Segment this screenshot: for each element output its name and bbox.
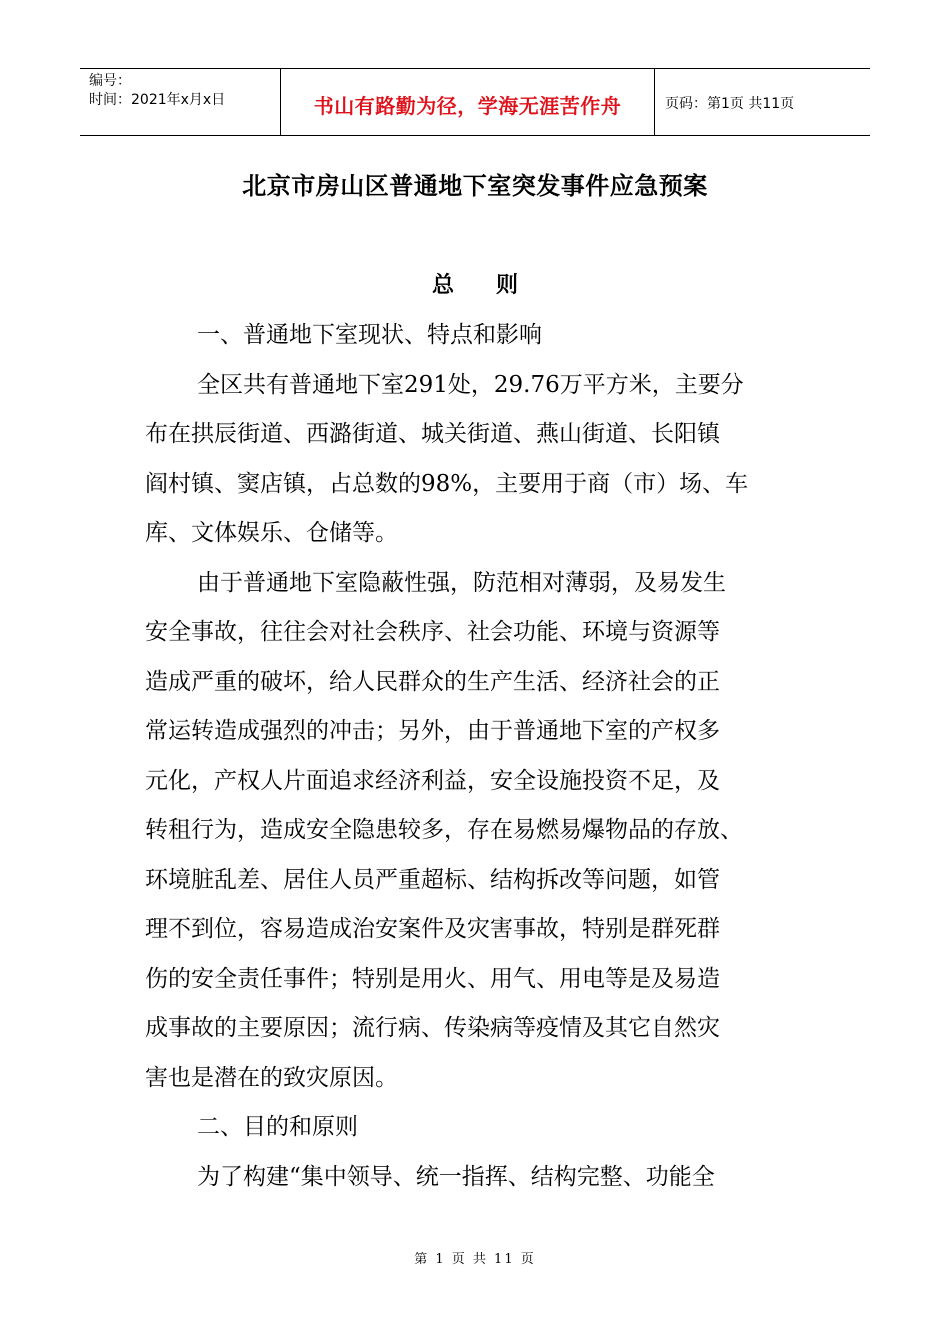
document-number-label: 编号： <box>89 73 131 89</box>
paragraph-line: 伤的安全责任事件；特别是用火、用气、用电等是及易造 <box>145 965 720 992</box>
page-footer: 第 1 页 共 11 页 <box>414 1252 536 1267</box>
document-body <box>145 311 825 1202</box>
section2-heading: 二、目的和原则 <box>197 1114 358 1140</box>
paragraph-line: 安全事故，往往会对社会秩序、社会功能、环境与资源等 <box>145 619 720 645</box>
paragraph-line: 理不到位，容易造成治安案件及灾害事故，特别是群死群 <box>145 916 720 942</box>
paragraph-line: 布在拱辰街道、西潞街道、城关街道、燕山街道、长阳镇 <box>145 421 720 447</box>
paragraph-line: 由于普通地下室隐蔽性强，防范相对薄弱，及易发生 <box>197 569 726 596</box>
paragraph-line: 元化，产权人片面追求经济利益，安全设施投资不足，及 <box>145 767 720 794</box>
document-title: 北京市房山区普通地下室突发事件应急预案 <box>242 172 708 200</box>
paragraph-line: 成事故的主要原因；流行病、传染病等疫情及其它自然灾 <box>145 1015 720 1041</box>
header-table <box>80 68 870 136</box>
document-time-label: 时间：2021年x月x日 <box>89 92 226 108</box>
paragraph-line: 为了构建“集中领导、统一指挥、结构完整、功能全 <box>197 1163 715 1190</box>
section-title: 总则 <box>431 273 560 298</box>
header-meta <box>80 69 281 135</box>
paragraph-line: 环境脏乱差、居住人员严重超标、结构拆改等问题，如管 <box>145 866 720 893</box>
paragraph-line: 造成严重的破坏，给人民群众的生产生活、经济社会的正 <box>145 668 720 695</box>
paragraph-line: 害也是潜在的致灾原因。 <box>145 1064 398 1091</box>
paragraph-line: 库、文体娱乐、仓储等。 <box>145 520 398 546</box>
paragraph-line: 阎村镇、窦店镇，占总数的98%，主要用于商（市）场、车 <box>145 470 749 497</box>
paragraph-line: 常运转造成强烈的冲击；另外，由于普通地下室的产权多 <box>145 718 720 744</box>
header-page-info: 页码：第1页 共11页 <box>665 96 795 112</box>
section1-heading: 一、普通地下室现状、特点和影响 <box>197 322 542 348</box>
header-motto: 书山有路勤为径，学海无涯苦作舟 <box>281 69 655 135</box>
paragraph-line: 转租行为，造成安全隐患较多，存在易燃易爆物品的存放、 <box>145 817 743 843</box>
paragraph-line: 全区共有普通地下室291处，29.76万平方米，主要分 <box>197 371 744 398</box>
